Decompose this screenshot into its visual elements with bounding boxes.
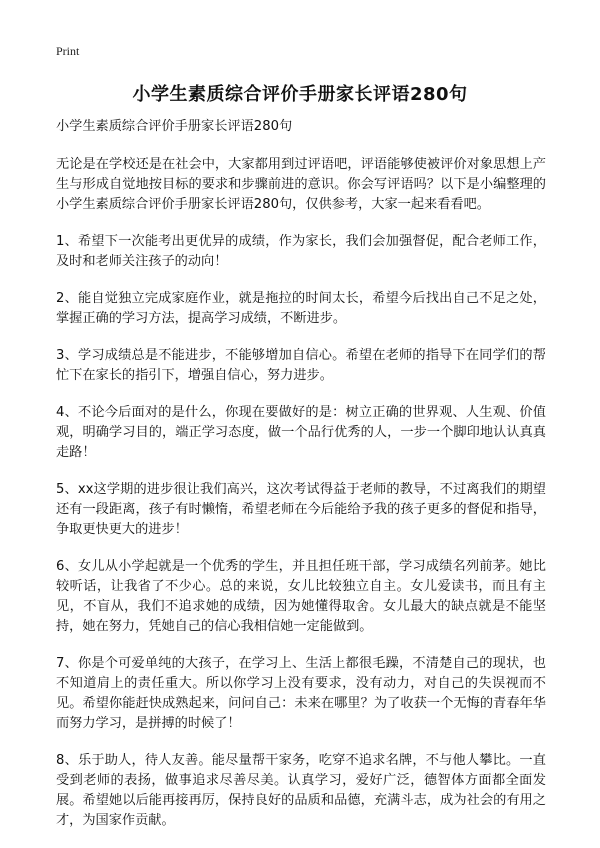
print-link[interactable]: Print [56,44,80,58]
comment-item-2: 2、能自觉独立完成家庭作业，就是拖拉的时间太长，希望今后找出自己不足之处，掌握正确的学习方法，提高学习成绩，不断进步。 [56,291,546,326]
page-title: 小学生素质综合评价手册家长评语280句 [132,84,468,105]
article-body [56,117,546,848]
article-subtitle: 小学生素质综合评价手册家长评语280句 [56,119,293,134]
comment-item-5: 5、xx这学期的进步很让我们高兴，这次考试得益于老师的教导，不过离我们的期望还有一段距离，孩子有时懒惰，希望老师在今后能给予我的孩子更多的督促和指导，争取更快更大的进步！ [56,482,546,537]
comment-item-4: 4、不论今后面对的是什么，你现在要做好的是：树立正确的世界观、人生观、价值观，明确学习目的，端正学习态度，做一个品行优秀的人，一步一个脚印地认认真真走路！ [56,405,546,460]
comment-item-1: 1、希望下一次能考出更优异的成绩，作为家长，我们会加强督促，配合老师工作，及时和老师关注孩子的动向！ [56,234,546,269]
comment-item-3: 3、学习成绩总是不能进步，不能够增加自信心。希望在老师的指导下在同学们的帮忙下在家长的指引下，增强自信心，努力进步。 [56,348,546,383]
comment-item-7: 7、你是个可爱单纯的大孩子，在学习上、生活上都很毛躁，不清楚自己的现状，也不知道肩上的责任重大。所以你学习上没有要求，没有动力，对自己的失误视而不见。希望你能赶快成熟起来，问问自己：未来在哪里？为了收获一个无悔的青春年华而努力学习，是拼搏的时候了！ [56,656,546,731]
intro-paragraph: 无论是在学校还是在社会中，大家都用到过评语吧，评语能够使被评价对象思想上产生与形成自觉地按目标的要求和步骤前进的意识。你会写评语吗？以下是小编整理的小学生素质综合评价手册家长评语280句，仅供参考，大家一起来看看吧。 [56,157,546,212]
comment-item-6: 6、女儿从小学起就是一个优秀的学生，并且担任班干部，学习成绩名列前茅。她比较听话，让我省了不少心。总的来说，女儿比较独立自主。女儿爱读书，而且有主见，不盲从，我们不追求她的成绩，因为她懂得取舍。女儿最大的缺点就是不能坚持，她在努力，凭她自己的信心我相信她一定能做到。 [56,559,546,634]
comment-item-8: 8、乐于助人，待人友善。能尽量帮干家务，吃穿不追求名牌，不与他人攀比。一直受到老师的表扬，做事追求尽善尽美。认真学习，爱好广泛，德智体方面都全面发展。希望她以后能再接再厉，保持良好的品质和品德，充满斗志，成为社会的有用之才，为国家作贡献。 [56,753,546,828]
